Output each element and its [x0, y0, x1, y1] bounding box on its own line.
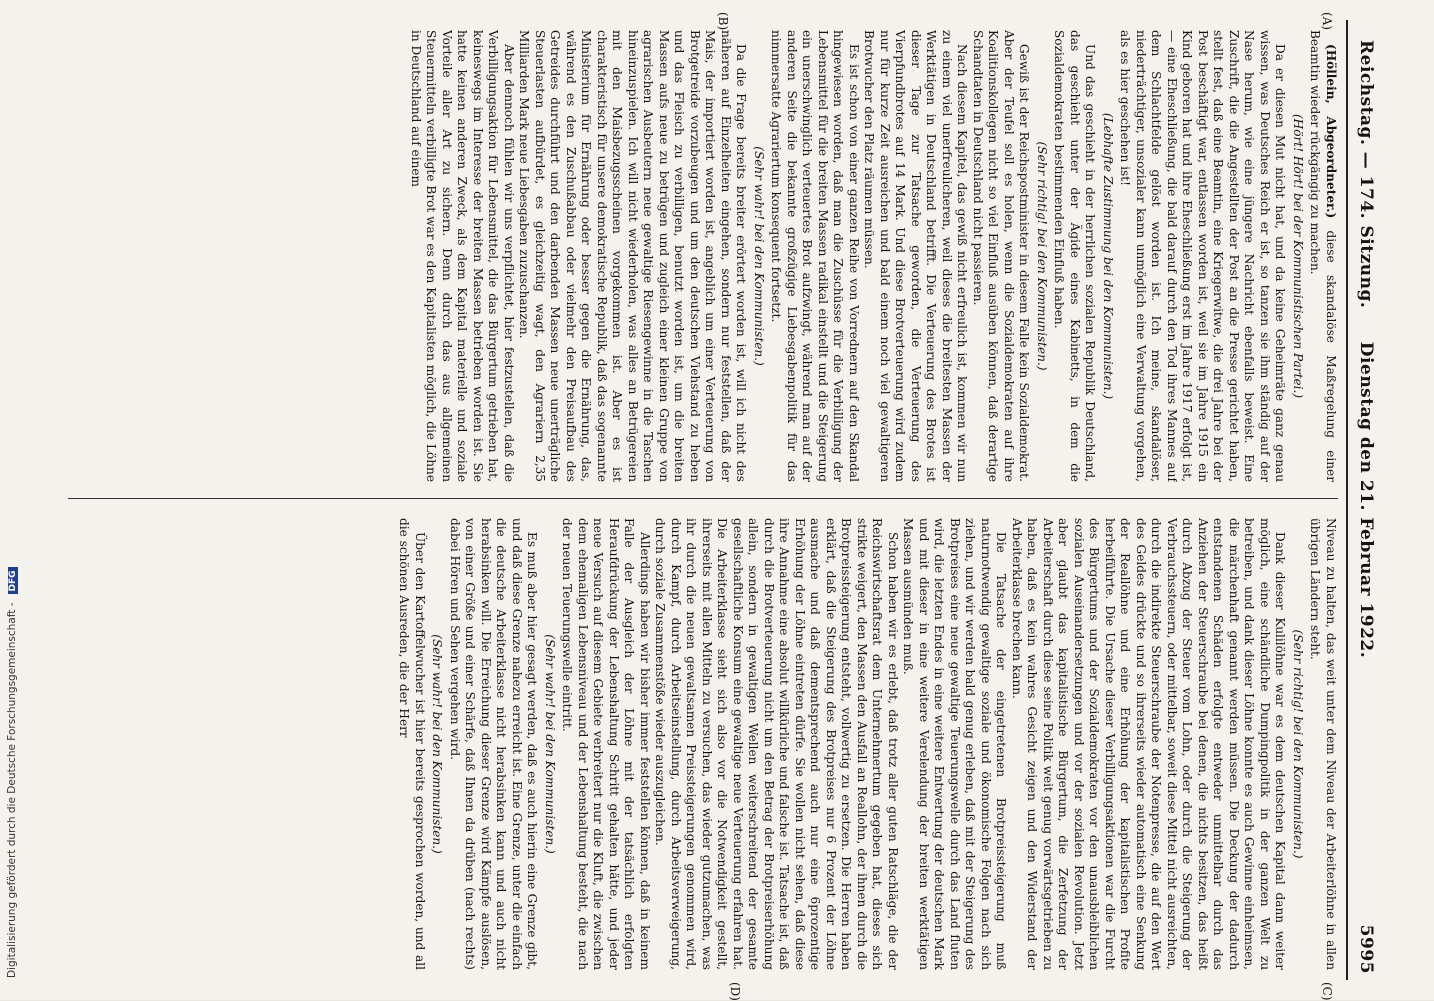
interjection: (Hört! Hört! bei der Kommunistischen Partei.) — [1291, 113, 1305, 399]
paragraph — [970, 30, 1032, 482]
speaker-name: (Höllein, Abgeordneter.) — [1324, 44, 1338, 219]
paragraph — [1307, 30, 1338, 482]
dfg-logo-badge: DFG — [8, 567, 18, 594]
paragraph — [768, 30, 861, 482]
paragraph — [1009, 518, 1288, 970]
footer-text-row — [6, 18, 20, 978]
paragraph-text: Es muß aber hier gesagt werden, daß es auch hierin eine Grenze gibt, und daß diese Grenze nahezu erreicht ist. Eine Grenze, unter die einfach die deutsche Arbeiterklasse nicht herabsinken kann und auch nicht herabsinken will. Die Erreichung dieser Grenze wird Kämpfe auslösen, von einer Größe und einer Schärfe, daß Ihnen da drüben (nach rechts) dabei Hören und Sehen vergehen wird. — [448, 518, 540, 970]
interjection: (Sehr richtig! bei den Kommunisten.) — [1291, 629, 1305, 859]
interjection: (Sehr richtig! bei den Kommunisten.) — [1035, 141, 1049, 371]
header-session: Reichstag. — 174. Sitzung. — [1356, 40, 1376, 309]
newspaper-page — [52, 12, 1382, 1001]
paragraph-text: Es ist schon von einer ganzen Reihe von Vorrednern auf den Skandal hingewiesen worden, daß man die Zuschüsse für die Verbilligung der Lebensmittel für die breiten Massen radikal einstellt und die Steigerung ein unerschwinglich verteuertes Brot aufzwingt, während man auf der anderen Seite die bekannte großzügige Liebesgabenpolitik für das nimmersatte Agrariertum konsequent fortsetzt. — [769, 30, 861, 482]
margin-marker-c: (C) — [1320, 982, 1334, 1001]
footer-credit-text: Digitalisierung gefördert durch die Deutsche Forschungsgemeinschaft - — [6, 602, 18, 978]
paragraph-text: Da die Frage bereits breiter erörtert worden ist, will ich nicht des näheren auf Einzelheiten eingehen, sondern nur feststellen, daß der Mais, der importiert worden ist, angeblich um einer Verteuerung von Brotgetreide vorzubeugen und um den deutschen Viehstand zu heben und das Fleisch zu verbilligen, benutzt worden ist, um die breiten Massen aufs neue zu betrügen und zugleich einer kleinen Gruppe von agrarischen Ausbeutern neue gewaltige Riesengewinne in die Taschen hineinzuspielen. Ich will nicht wiederholen, was alles an Betrügereien mit den Maisbezugsscheinen vorgekommen ist. Aber es ist charakteristisch für unsere demokratische Republik, daß das sogenannte Ministerium für Ernährung oder besser gegen die Ernährung, das, während es den Zuschußabbau oder vielmehr den Preisaufbau des Getreides durchführt und den darbenden Massen neue unerträgliche Steuerlasten aufbürdet, es gleichzeitig wagt, den Agrariern 2,35 Milliarden Mark neue Liebesgaben zuzuschanzen. — [517, 30, 749, 482]
margin-marker-a: (A) — [1320, 12, 1334, 31]
column-divider — [68, 498, 1338, 499]
paragraph-text: Über den Kartoffelwucher ist hier bereits gesprochen worden, und all die schönen Ausreden, die der Herr — [397, 518, 427, 970]
interjection: (Sehr wahr! bei den Kommunisten.) — [752, 146, 766, 366]
digitization-footer — [6, 18, 20, 978]
header-rule — [1346, 20, 1348, 980]
paragraph — [396, 518, 427, 970]
margin-marker-d: (D) — [728, 982, 742, 1001]
paragraph-text: Da er diesen Mut nicht hat, und da keine Geheimräte ganz genau wissen, was Deutsches Reich er ist, so tanzen sie ihm ständig auf der Nase herum, wie eine jüngere Nachricht ebenfalls beweist. Eine Zuschrift, die die Angestellten der Post an die Presse gerichtet haben, stellt fest, daß eine Beamtin, eine Kriegerwitwe, die drei Jahre bei der Post beschäftigt war, entlassen worden ist, weil sie im Jahre 1915 ein Kind geboren hat und ihre Eheschließung erst im Jahre 1917 erfolgt ist, — eine Eheschließung, die bald darauf durch den Tod ihres Mannes auf dem Schlachtfelde gelöst worden ist. Ich meine, skandalöser, niederträchtiger, unsozialer kann unmöglich eine Verwaltung vorgehen, als es hier geschehen ist! — [1118, 30, 1288, 482]
paragraph — [861, 30, 970, 482]
paragraph — [447, 518, 540, 970]
paragraph-text: Gewiß ist der Reichspostminister in diesem Falle kein Sozialdemokrat. Aber der Teufel soll es holen, wenn die Sozialdemokraten auf ihre Koalitionskollegen nicht so viel Einfluß ausüben können, daß derartige Schandtaten in Deutschland nicht passieren. — [971, 30, 1032, 482]
header-page-number: 5995 — [1356, 924, 1376, 974]
paragraph-text: Nach diesem Kapitel, das gewiß nicht erfreulich ist, kommen wir nun zu einem viel unerfreulicheren, weil dieses die breitesten Massen der Werktätigen in Deutschland betrifft. Die Verteuerung des Brotes ist dieser Tage zur Tatsache geworden, die Verteuerung des Vierpfundbrotes auf 14 Mark. Und diese Brotverteuerung wird zudem nur für kurze Zeit ausreichen und bald einem noch viel gewaltigeren Brotwucher den Platz räumen müssen. — [862, 30, 970, 482]
paragraph — [652, 518, 900, 970]
paragraph — [559, 518, 652, 970]
paragraph — [1307, 518, 1338, 970]
interjection: (Lebhafte Zustimmung bei den Kommunisten.) — [1101, 112, 1115, 400]
interjection: (Sehr wahr! bei den Kommunisten.) — [543, 634, 557, 854]
page-header — [1348, 20, 1382, 980]
paragraph-text: Die Tatsache der eingetretenen Brotpreissteigerung muß naturnotwendig gewaltige soziale und ökonomische Folgen nach sich ziehen, und wir werden bald genug erleben, daß mit der Steigerung des Brotpreises eine neue gewaltige Teuerungswelle durch das Land fluten wird, die letzten Endes in eine weitere Entwertung der deutschen Mark und mit dieser in eine weitere Verelendung der breiten werktätigen Massen ausmünden muß. — [901, 518, 1009, 970]
margin-marker-b: (B) — [716, 12, 730, 31]
paragraph-text: diese skandalöse Maßregelung einer Beamtin wieder rückgängig zu machen. — [1308, 30, 1338, 482]
paragraph-text: Schon haben wir es erlebt, daß trotz aller guten Ratschläge, die der Reichswirtschaftsrat dem Unternehmertum gegeben hat, dieses sich strikte weigert, den Massen den Ausfall an Reallohn, der ihnen durch die Brotpreissteigerung entsteht, vollwertig zu ersetzen. Die Herren haben erklärt, daß die Steigerung des Brotpreises nur 6 Prozent der Löhne ausmache und daß dementsprechend auch nur eine 6prozentige Erhöhung der Löhne eintreten dürfe. Sie wollen nicht sehen, daß diese ihre Annahme eine absolut willkürliche und falsche ist. Tatsache ist, daß durch die Brotverteuerung nicht um den Betrag der Brotpreiserhöhung allein, sondern in gewaltigen Wellen weiterschreitend der gesamte gesellschaftliche Konsum eine gewaltige neue Verteuerung erfahren hat. Die Arbeiterklasse sieht sich also vor die Notwendigkeit gestellt, ihrerseits mit allen Mitteln zu versuchen, das wieder gutzumachen, was ihr durch die neuen gewaltsamen Preissteigerungen genommen wird, durch Kampf, durch Arbeitseinstellung, durch Arbeitsverweigerung, durch soziale Zusammenstöße wieder auszugleichen. — [653, 518, 900, 970]
left-text-column — [58, 30, 1338, 482]
interjection: (Sehr wahr! bei den Kommunisten.) — [430, 634, 445, 854]
paragraph — [408, 30, 517, 482]
paragraph — [900, 518, 1009, 970]
right-text-column — [58, 518, 1338, 970]
paragraph-text: Dank dieser Kulilöhne war es dem deutschen Kapital dann weiter möglich, eine schändliche Dumpingpolitik in der ganzen Welt zu betreiben, und dank dieser Löhne konnte es auch Gewinne einheimsen, die märchenhaft genannt werden müssen. Die Deckung der dadurch entstandenen Schäden erfolgte entweder unmittelbar durch das Anziehen der Steuerschraube bei denen, die nichts besitzen, das heißt durch Abzug der Steuer vom Lohn, oder durch die Steigerung der Verbrauchssteuern, oder mittelbar, soweit diese Mittel nicht ausreichten, durch die indirekte Steuerschraube der Notenpresse, die auf den Wert des Geldes drückte und so ihrerseits wieder automatisch eine Senkung der Reallöhne und eine Erhöhung der kapitalistischen Profite herbeiführte. Die Ursache dieser Verbilligungsaktionen war die Furcht des Bürgertums und der Sozialdemokraten vor den unausbleiblichen sozialen Auseinandersetzungen und vor der sozialen Revolution. Jetzt aber glaubt das kapitalistische Bürgertum, die Zerfetzung der Arbeiterschaft durch diese seine Politik weit genug vorwärtsgetrieben zu haben, daß es kein wahres Gesicht zeigen und den Widerstand der Arbeiterklasse brechen kann. — [1010, 518, 1288, 970]
paragraph-text: Aber dennoch fühlen wir uns verpflichtet, hier festzustellen, daß die Verbilligungsaktion für Lebensmittel, die das Bürgertum getrieben hat, keineswegs im Interesse der breiten Massen betrieben worden ist. Sie hatte keinen anderen Zweck, als dem Kapital materielle und soziale Vorteile aller Art zu sichern. Denn durch das aus allgemeinen Steuermitteln verbilligte Brot war es den Kapitalisten möglich, die Löhne in Deutschland auf einem — [409, 30, 516, 482]
paragraph-text: Allerdings haben wir bisher immer feststellen können, daß in keinem Falle der Ausgleich der Löhne mit der tatsächlich erfolgten Heraufdrückung der Lebenshaltung Schritt gehalten hätte, und jeder neue Versuch auf diesem Gebiete verbreitert nur die Kluft, die zwischen dem ehemaligen Lebensniveau und der Lebenshaltung besteht, die nach der neuen Teuerungswelle eintritt. — [560, 518, 652, 970]
paragraph — [1051, 30, 1098, 482]
header-date: Dienstag den 21. Februar 1922. — [1356, 341, 1376, 659]
paragraph-text: Niveau zu halten, das weit unter dem Niveau der Arbeiterlöhne in allen übrigen Ländern steht. — [1308, 518, 1338, 970]
paragraph — [516, 30, 749, 482]
paragraph — [1117, 30, 1288, 482]
paragraph-text: Und das geschieht in der herrlichen sozialen Republik Deutschland, das geschieht unter der Ägide eines Kabinetts, in dem die Sozialdemokraten bestimmenden Einfluß haben. — [1052, 30, 1098, 482]
